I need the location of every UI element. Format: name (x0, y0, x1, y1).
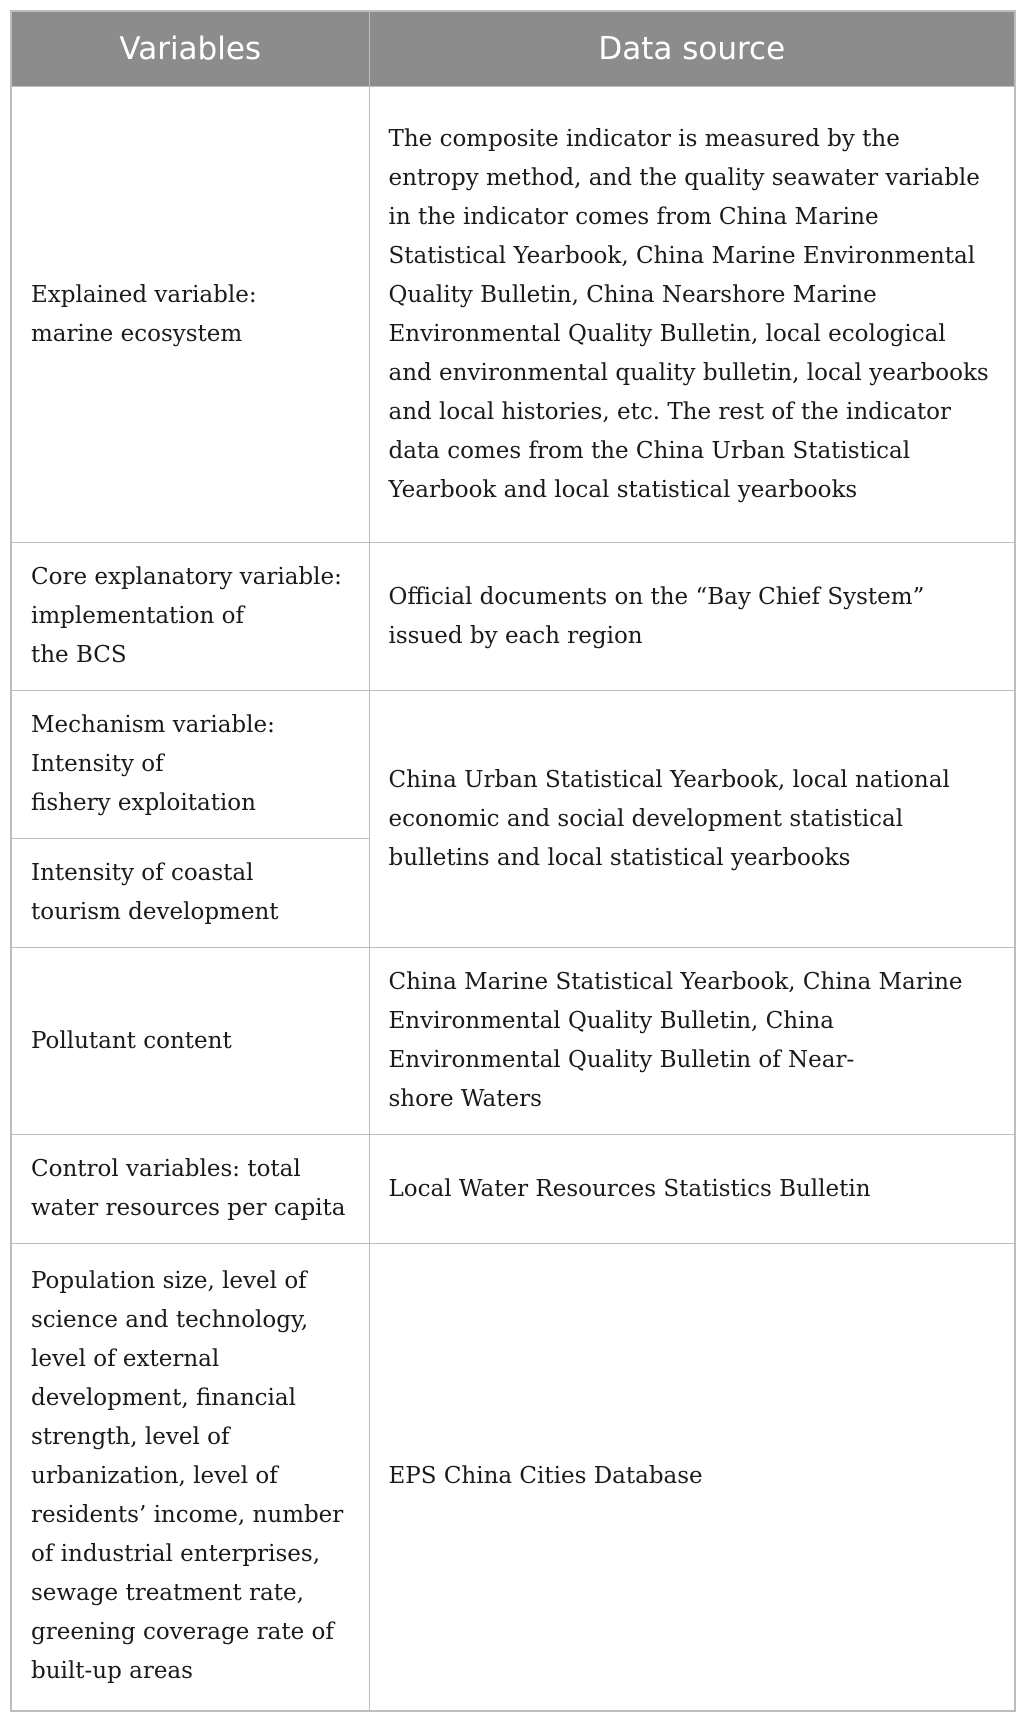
table-row (11, 691, 1015, 839)
cell-text-line: of industrial enterprises, (31, 1541, 321, 1568)
cell-text-line: China Marine Statistical Yearbook, China Marine (388, 969, 963, 995)
cell-text-line: Environmental Quality Bulletin, local ecological (388, 320, 946, 347)
variable-cell (11, 948, 369, 1135)
table-row (11, 87, 1015, 543)
cell-text-line: and local histories, etc. The rest of the indicator (388, 398, 951, 425)
cell-text-line: the BCS (31, 642, 127, 668)
table-row (11, 948, 1015, 1135)
cell-text-line: Environmental Quality Bulletin, China (388, 1008, 834, 1034)
cell-text-line: tourism development (31, 899, 279, 925)
data-source-cell (369, 543, 1015, 691)
cell-text-line: built-up areas (31, 1658, 193, 1685)
cell-text-line: Local Water Resources Statistics Bulletin (388, 1175, 871, 1202)
data-source-cell (369, 691, 1015, 948)
column-header-variables: Variables (11, 11, 369, 87)
cell-text-line: Core explanatory variable: (31, 564, 342, 590)
cell-text-line: greening coverage rate of (31, 1619, 334, 1646)
variable-cell (11, 543, 369, 691)
variable-cell (11, 87, 369, 543)
cell-text-line: shore Waters (388, 1086, 542, 1112)
cell-text-line: fishery exploitation (31, 790, 256, 816)
cell-text-line: The composite indicator is measured by the (388, 125, 900, 152)
cell-text-line: Statistical Yearbook, China Marine Environmental (388, 242, 976, 269)
table-row (11, 543, 1015, 691)
cell-text-line: entropy method, and the quality seawater variable (388, 164, 980, 191)
cell-text-line: development, financial (31, 1385, 296, 1412)
cell-text-line: issued by each region (388, 622, 643, 649)
data-source-cell (369, 1135, 1015, 1244)
cell-text-line: bulletins and local statistical yearbooks (388, 844, 851, 871)
variable-cell (11, 839, 369, 948)
cell-text-line: level of external (31, 1346, 220, 1373)
cell-text-line: marine ecosystem (31, 320, 243, 347)
cell-text-line: water resources per capita (31, 1195, 346, 1221)
cell-text-line: Population size, level of (31, 1268, 307, 1295)
cell-text-line: EPS China Cities Database (388, 1463, 703, 1490)
cell-text-line: Intensity of coastal (31, 860, 254, 886)
cell-text-line: Mechanism variable: (31, 712, 275, 738)
data-source-cell (369, 87, 1015, 543)
cell-text-line: in the indicator comes from China Marine (388, 203, 879, 230)
cell-text-line: Control variables: total (31, 1156, 301, 1182)
variable-cell (11, 691, 369, 839)
data-source-cell (369, 948, 1015, 1135)
cell-text-line: economic and social development statistical (388, 805, 904, 832)
table-row (11, 1135, 1015, 1244)
cell-text-line: sewage treatment rate, (31, 1580, 304, 1607)
data-source-cell (369, 1244, 1015, 1711)
cell-text-line: residents’ income, number (31, 1502, 344, 1529)
cell-text-line: science and technology, (31, 1307, 309, 1334)
cell-text-line: strength, level of (31, 1424, 230, 1451)
header-row (11, 11, 1015, 87)
cell-text-line: China Urban Statistical Yearbook, local national (388, 766, 950, 793)
variable-cell (11, 1135, 369, 1244)
cell-text-line: Quality Bulletin, China Nearshore Marine (388, 281, 877, 308)
cell-text-line: data comes from the China Urban Statistical (388, 437, 911, 464)
variable-cell (11, 1244, 369, 1711)
cell-text-line: Pollutant content (31, 1027, 232, 1054)
cell-text-line: urbanization, level of (31, 1463, 278, 1490)
cell-text-line: Intensity of (31, 751, 164, 777)
cell-text-line: Explained variable: (31, 281, 257, 308)
cell-text-line: Official documents on the “Bay Chief System” (388, 583, 925, 610)
cell-text-line: and environmental quality bulletin, local yearbooks (388, 359, 989, 386)
table-row (11, 1244, 1015, 1711)
cell-text-line: implementation of (31, 603, 244, 629)
column-header-data-source: Data source (369, 11, 1015, 87)
cell-text-line: Yearbook and local statistical yearbooks (388, 476, 858, 503)
data-source-table (10, 10, 1016, 1712)
cell-text-line: Environmental Quality Bulletin of Near- (388, 1047, 855, 1073)
